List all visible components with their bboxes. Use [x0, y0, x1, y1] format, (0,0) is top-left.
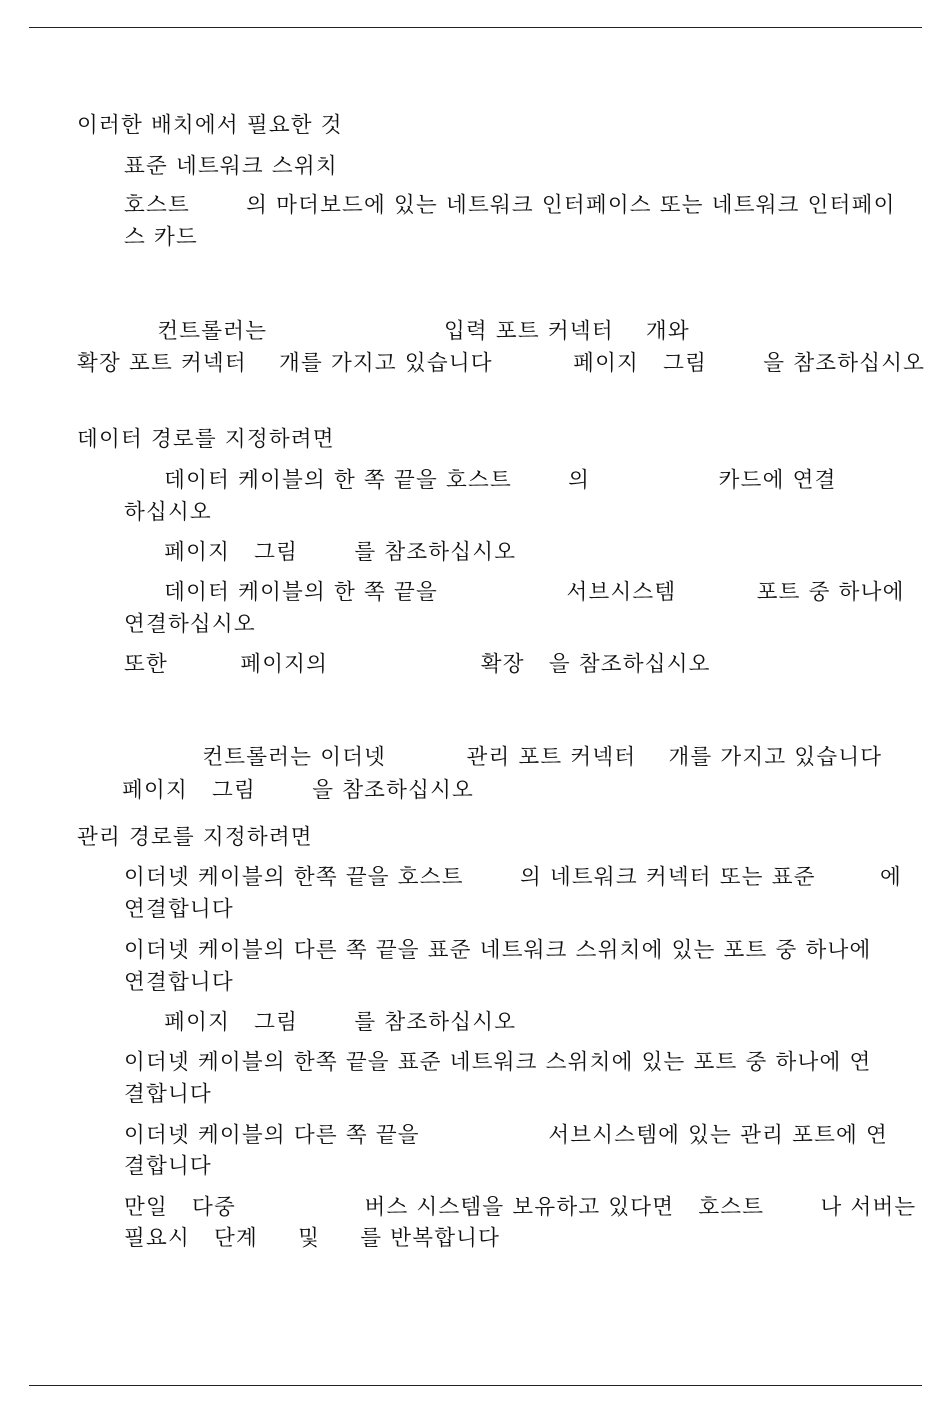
ethernet-ports-line2: 페이지 그림 을 참조하십시오: [122, 778, 475, 803]
mgmt-path-step5-line1: 만일 다중 버스 시스템을 보유하고 있다면 호스트 나 서버는: [124, 1195, 917, 1220]
mgmt-path-step2-line1: 이더넷 케이블의 다른 쪽 끝을 표준 네트워크 스위치에 있는 포트 중 하나에: [124, 938, 872, 963]
mgmt-path-step4-line2: 결합니다: [124, 1154, 212, 1179]
data-path-heading: 데이터 경로를 지정하려면: [77, 427, 335, 452]
requirements-item-nic-line1: 호스트 의 마더보드에 있는 네트워크 인터페이스 또는 네트워크 인터페이: [124, 193, 896, 218]
requirements-heading: 이러한 배치에서 필요한 것: [77, 113, 343, 138]
controller-ports-line1: 컨트롤러는 입력 포트 커넥터 개와: [77, 319, 690, 344]
controller-ports-line2: 확장 포트 커넥터 개를 가지고 있습니다 페이지 그림 을 참조하십시오: [77, 351, 926, 376]
mgmt-path-step3-line1: 이더넷 케이블의 한쪽 끝을 표준 네트워크 스위치에 있는 포트 중 하나에 연: [124, 1050, 872, 1075]
mgmt-path-step4-line1: 이더넷 케이블의 다른 쪽 끝을 서브시스템에 있는 관리 포트에 연: [124, 1123, 889, 1148]
requirements-item-nic-line2: 스 카드: [124, 225, 198, 250]
data-path-step1-line2: 하십시오: [124, 500, 212, 525]
mgmt-path-step2-ref: 페이지 그림 를 참조하십시오: [124, 1010, 517, 1035]
mgmt-path-step1-line1: 이더넷 케이블의 한쪽 끝을 호스트 의 네트워크 커넥터 또는 표준 에: [124, 865, 902, 890]
data-path-step2-ref: 또한 페이지의 확장 을 참조하십시오: [124, 652, 711, 677]
mgmt-path-heading: 관리 경로를 지정하려면: [77, 825, 313, 850]
data-path-step1-ref: 페이지 그림 를 참조하십시오: [124, 540, 517, 565]
data-path-step1-line1: 데이터 케이블의 한 쪽 끝을 호스트 의 카드에 연결: [124, 468, 837, 493]
data-path-step2-line1: 데이터 케이블의 한 쪽 끝을 서브시스템 포트 중 하나에: [124, 580, 905, 605]
data-path-step2-line2: 연결하십시오: [124, 612, 256, 637]
mgmt-path-step1-line2: 연결합니다: [124, 897, 234, 922]
footer-rule: [29, 1385, 922, 1386]
ethernet-ports-line1: 컨트롤러는 이더넷 관리 포트 커넥터 개를 가지고 있습니다: [122, 745, 883, 770]
requirements-item-switch: 표준 네트워크 스위치: [124, 154, 338, 179]
header-rule: [29, 27, 922, 28]
mgmt-path-step3-line2: 결합니다: [124, 1082, 212, 1107]
mgmt-path-step2-line2: 연결합니다: [124, 970, 234, 995]
mgmt-path-step5-line2: 필요시 단계 및 를 반복합니다: [124, 1226, 501, 1251]
